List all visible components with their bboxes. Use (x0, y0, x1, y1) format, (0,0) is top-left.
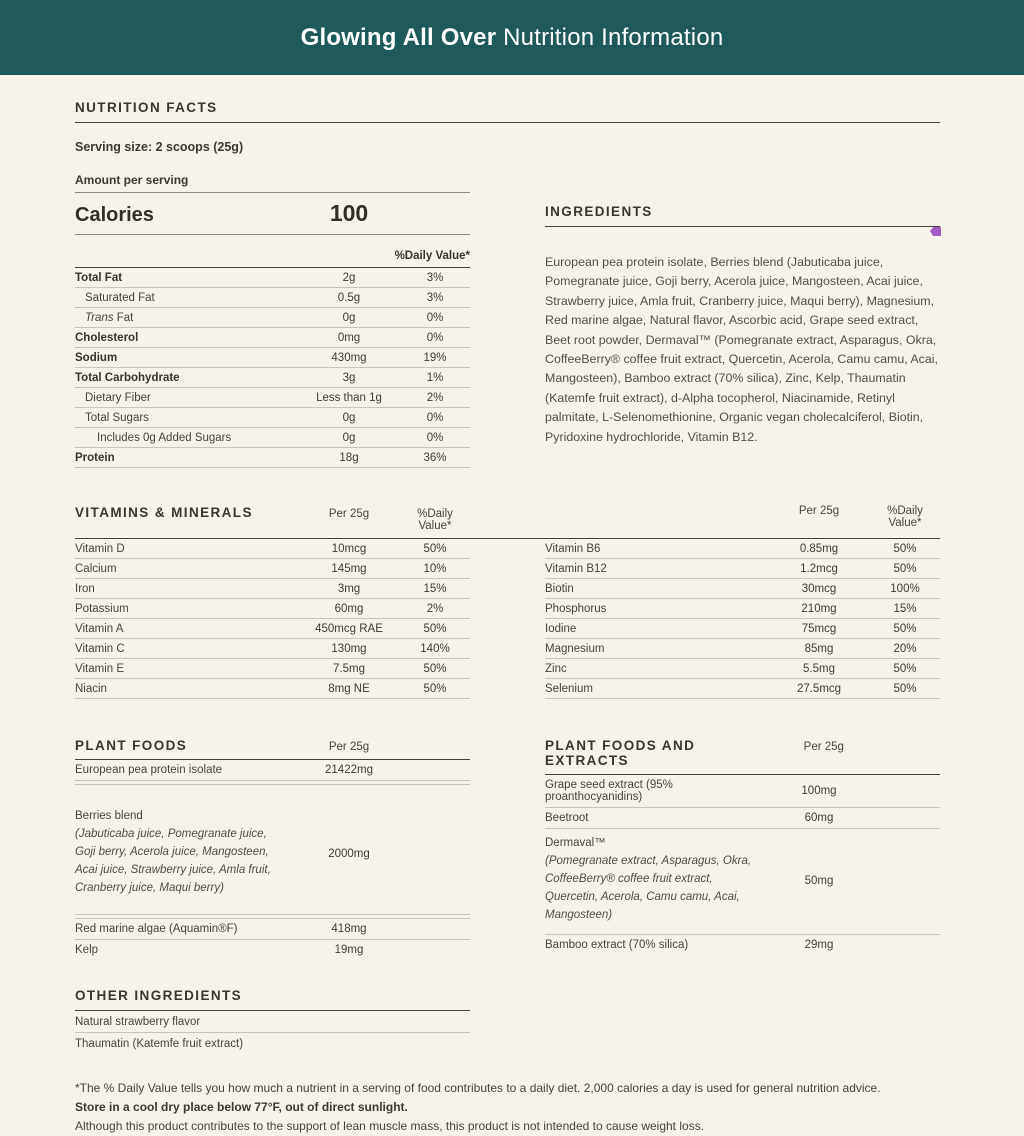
vitamin-label: Niacin (75, 682, 107, 695)
nutrient-label (75, 272, 298, 284)
plant-food-row (75, 784, 470, 915)
vitamin-row (75, 679, 470, 699)
vitamin-label: Vitamin B12 (545, 562, 607, 575)
nutrient-dv: 0% (426, 311, 444, 324)
nutrition-fact-row (75, 348, 470, 368)
vitamin-amount: 450mcg RAE (315, 622, 383, 635)
content-area (0, 75, 1024, 1136)
vitamin-amount: 1.2mcg (800, 562, 838, 575)
plant-extract-name-wrap (545, 812, 768, 824)
vitamin-dv: 20% (893, 642, 917, 655)
vitamin-label: Selenium (545, 682, 593, 695)
ingredients-rule (545, 226, 940, 227)
vitamin-row (75, 559, 470, 579)
vitamin-dv: 50% (893, 542, 917, 555)
nutrient-label-text: Total Sugars (85, 411, 149, 424)
vitamin-amount: 7.5mg (333, 662, 365, 675)
vitamin-label: Magnesium (545, 642, 605, 655)
nutrition-fact-row (75, 368, 470, 388)
vitamin-row (545, 579, 940, 599)
nutrient-amount: 0g (342, 431, 356, 444)
nutrient-label (75, 332, 298, 344)
top-columns (75, 173, 940, 468)
plant-food-row (75, 918, 470, 940)
plant-extract-row (545, 775, 940, 808)
vitamin-amount: 210mg (801, 602, 837, 615)
plant-foods-section (75, 738, 470, 960)
vitamins-table-right (545, 539, 940, 699)
vitamin-amount: 27.5mcg (796, 682, 842, 695)
plant-extracts-header (545, 738, 940, 768)
plant-food-name-wrap (75, 810, 298, 897)
vitamin-label: Iodine (545, 622, 577, 635)
amount-per-serving-label: Amount per serving (75, 173, 189, 187)
vitamin-dv: 50% (893, 662, 917, 675)
per-25g-header-right: Per 25g (798, 505, 840, 517)
plant-extract-name: Beetroot (545, 812, 589, 824)
vitamin-dv: 15% (893, 602, 917, 615)
vitamin-dv: 15% (423, 582, 447, 595)
vitamin-label: Vitamin C (75, 642, 125, 655)
vitamin-row (545, 639, 940, 659)
vitamin-amount: 8mg NE (328, 682, 370, 695)
plant-extract-components: (Pomegranate extract, Asparagus, Okra, CoffeeBerry® coffee fruit extract, Quercetin, Acerola, Camu camu, Acai, Mangosteen) (545, 855, 752, 921)
nutrient-amount: 18g (339, 451, 359, 464)
page-subtitle: Nutrition Information (496, 23, 724, 51)
nutrient-dv: 0% (426, 431, 444, 444)
plant-foods-per-25g: Per 25g (328, 741, 370, 753)
nutrition-facts-title: NUTRITION FACTS (75, 100, 218, 115)
plant-extracts-per-25g: Per 25g (803, 741, 844, 753)
vitamin-label: Phosphorus (545, 602, 607, 615)
calories-value: 100 (329, 200, 369, 226)
page-title (301, 24, 724, 52)
vitamin-row (545, 619, 940, 639)
plant-extract-row (545, 808, 940, 829)
dv-header-left: %Daily Value* (417, 508, 453, 532)
nutrition-fact-row (75, 268, 470, 288)
plant-food-name-wrap (75, 764, 298, 776)
vitamin-row (75, 639, 470, 659)
vitamins-table-left (75, 539, 470, 699)
vitamins-header-right (545, 505, 940, 532)
nutrition-fact-row (75, 448, 470, 468)
vitamin-label: Iron (75, 582, 95, 595)
nutrition-fact-row (75, 288, 470, 308)
vitamin-dv: 100% (890, 582, 920, 595)
vitamin-dv: 10% (423, 562, 447, 575)
annotation-marker-icon (930, 227, 941, 236)
plant-extract-amount: 60mg (804, 812, 834, 824)
nutrient-amount: 3g (342, 371, 356, 384)
vitamins-minerals-section (75, 505, 940, 699)
disclaimer-text: Although this product contributes to the support of lean muscle mass, this product is not intended to cause weight loss. (75, 1119, 705, 1133)
vitamin-row (75, 539, 470, 559)
other-ingredients-title: OTHER INGREDIENTS (75, 988, 243, 1003)
vitamin-label: Vitamin A (75, 622, 124, 635)
plant-food-row (75, 940, 470, 960)
nutrient-label-text: Cholesterol (75, 331, 139, 344)
nutrition-facts-rule (75, 122, 940, 123)
nutrient-label (75, 432, 298, 444)
nutrient-label-text: Includes 0g Added Sugars (97, 431, 232, 444)
vitamin-amount: 75mcg (801, 622, 837, 635)
plant-foods-columns (75, 738, 940, 960)
page-banner (0, 0, 1024, 75)
nutrient-label-text: Sodium (75, 351, 118, 364)
nutrient-label-text: Protein (75, 451, 115, 464)
plant-food-components: (Jabuticaba juice, Pomegranate juice, Goji berry, Acerola juice, Mangosteen, Acai juice, Strawberry juice, Amla fruit, Cranberry juice, Maqui berry) (75, 828, 271, 894)
ingredients-section (545, 173, 940, 468)
amount-rule (75, 192, 470, 193)
brand-name: Glowing All Over (300, 23, 497, 51)
nutrient-dv: 3% (426, 271, 444, 284)
nutrient-label (75, 352, 298, 364)
vitamin-label: Vitamin E (75, 662, 125, 675)
vitamin-amount: 60mg (334, 602, 364, 615)
plant-food-amount: 418mg (331, 923, 367, 935)
plant-food-name-wrap (75, 923, 298, 935)
vitamin-dv: 50% (423, 682, 447, 695)
nutrient-label-text: Fat (113, 311, 134, 324)
serving-size: Serving size: 2 scoops (25g) (75, 140, 244, 154)
daily-value-header: %Daily Value* (394, 250, 470, 262)
vitamin-amount: 10mcg (331, 542, 367, 555)
plant-food-amount: 2000mg (328, 847, 370, 860)
nutrient-amount: Less than 1g (316, 391, 382, 404)
vitamin-amount: 30mcg (801, 582, 837, 595)
other-ingredients-rule (75, 1010, 470, 1011)
plant-extract-row (545, 935, 940, 955)
vitamin-row (75, 659, 470, 679)
nutrition-facts-section (75, 100, 940, 154)
nutrient-label-text: Total Carbohydrate (75, 371, 180, 384)
vitamins-tables (75, 539, 940, 699)
plant-food-name: Red marine algae (Aquamin®F) (75, 923, 238, 935)
plant-extract-name-wrap (545, 837, 768, 924)
vitamin-row (75, 579, 470, 599)
vitamins-title: VITAMINS & MINERALS (75, 505, 253, 520)
plant-extract-amount: 50mg (804, 874, 834, 887)
vitamin-dv: 50% (893, 622, 917, 635)
nutrient-amount: 0g (342, 411, 356, 424)
nutrition-fact-row (75, 408, 470, 428)
vitamin-row (545, 559, 940, 579)
plant-food-amount: 19mg (334, 944, 364, 956)
plant-foods-header (75, 738, 470, 753)
nutrient-label (75, 292, 298, 304)
nutrient-label (75, 452, 298, 464)
plant-food-name: European pea protein isolate (75, 764, 223, 776)
nutrient-dv: 36% (423, 451, 447, 464)
vitamin-label: Vitamin B6 (545, 542, 601, 555)
nutrition-fact-row (75, 308, 470, 328)
other-ingredient-row: Thaumatin (Katemfe fruit extract) (75, 1037, 244, 1050)
nutrient-dv: 3% (426, 291, 444, 304)
vitamin-label: Calcium (75, 562, 117, 575)
vitamins-header-left (75, 505, 470, 532)
vitamin-label: Potassium (75, 602, 129, 615)
nutrient-label (75, 372, 298, 384)
plant-extract-row (545, 829, 940, 935)
nutrient-dv: 2% (426, 391, 444, 404)
vitamin-dv: 140% (420, 642, 450, 655)
daily-value-footnote: *The % Daily Value tells you how much a nutrient in a serving of food contributes to a daily diet. 2,000 calories a day is used for general nutrition advice. (75, 1081, 881, 1095)
plant-extract-name: Grape seed extract (95% proanthocyanidins) (545, 779, 673, 803)
vitamin-label: Zinc (545, 662, 567, 675)
nutrient-dv: 1% (426, 371, 444, 384)
calories-rule (75, 234, 470, 235)
vitamin-row (545, 539, 940, 559)
plant-food-name-wrap (75, 944, 298, 956)
plant-extract-amount: 100mg (801, 785, 837, 797)
plant-extracts-title: PLANT FOODS AND EXTRACTS (545, 738, 696, 768)
vitamin-dv: 50% (893, 562, 917, 575)
vitamin-dv: 50% (893, 682, 917, 695)
nutrient-amount: 2g (342, 271, 356, 284)
nutrient-label-text: Total Fat (75, 271, 123, 284)
plant-food-amount: 21422mg (325, 764, 373, 776)
nutrient-dv: 0% (426, 411, 444, 424)
dv-header-right: %Daily Value* (887, 505, 923, 529)
plant-extract-name-wrap (545, 939, 768, 951)
nutrient-label-text: Dietary Fiber (85, 391, 151, 404)
storage-instructions: Store in a cool dry place below 77°F, out of direct sunlight. (75, 1100, 408, 1114)
plant-food-row (75, 760, 470, 781)
nutrient-label (75, 392, 298, 404)
ingredients-title: INGREDIENTS (545, 204, 653, 219)
vitamin-row (75, 619, 470, 639)
calories-label: Calories (75, 204, 154, 226)
vitamin-amount: 85mg (804, 642, 834, 655)
other-ingredients-section (75, 988, 470, 1054)
plant-extract-name: Dermaval™ (545, 837, 606, 849)
nutrient-label-text: Saturated Fat (85, 291, 155, 304)
other-ingredient-row: Natural strawberry flavor (75, 1011, 470, 1033)
vitamin-row (545, 679, 940, 699)
vitamin-amount: 0.85mg (799, 542, 839, 555)
ingredients-text: European pea protein isolate, Berries blend (Jabuticaba juice, Pomegranate juice, Goji berry, Acerola juice, Mangosteen, Acai juice, Strawberry juice, Amla fruit, Cranberry juice, Maqui berry), Magnesium, Red marine algae, Natural flavor, Ascorbic acid, Grape seed extract, Beet root powder, Dermaval™ (Pomegranate extract, Asparagus, Okra, CoffeeBerry® coffee fruit extract, Quercetin, Acerola, Camu camu, Acai, Mangosteen), Bamboo extract (70% silica), Zinc, Kelp, Thaumatin (Katemfe fruit extract), d-Alpha tocopherol, Niacinamide, Retinyl palmitate, L-Selenomethionine, Organic vegan cholecalciferol, Biotin, Pyridoxine hydrochloride, Vitamin B12. (545, 255, 938, 444)
vitamin-amount: 145mg (331, 562, 367, 575)
plant-food-name: Kelp (75, 944, 99, 956)
vitamin-amount: 5.5mg (803, 662, 835, 675)
nutrient-amount: 0g (342, 311, 356, 324)
vitamin-row (545, 599, 940, 619)
vitamin-label: Biotin (545, 582, 574, 595)
nutrition-fact-row (75, 428, 470, 448)
per-25g-header-left: Per 25g (328, 508, 370, 520)
nutrition-facts-table (75, 173, 470, 468)
calories-row (75, 200, 470, 234)
plant-foods-title: PLANT FOODS (75, 738, 188, 753)
nutrient-amount: 430mg (331, 351, 367, 364)
vitamin-amount: 130mg (331, 642, 367, 655)
nutrient-label (75, 412, 298, 424)
vitamin-dv: 50% (423, 662, 447, 675)
plant-extract-name-wrap (545, 779, 768, 803)
plant-extract-amount: 29mg (804, 939, 834, 951)
footnotes-section (75, 1079, 940, 1136)
plant-food-name: Berries blend (75, 810, 143, 822)
nutrient-dv: 19% (423, 351, 447, 364)
plant-extract-name: Bamboo extract (70% silica) (545, 939, 689, 951)
nutrient-dv: 0% (426, 331, 444, 344)
vitamin-amount: 3mg (337, 582, 361, 595)
nutrition-fact-row (75, 328, 470, 348)
vitamin-row (75, 599, 470, 619)
nutrient-amount: 0mg (337, 331, 361, 344)
vitamin-dv: 50% (423, 622, 447, 635)
nutrient-label (75, 312, 298, 324)
vitamins-header-row (75, 505, 940, 538)
vitamin-dv: 2% (426, 602, 444, 615)
vitamin-dv: 50% (423, 542, 447, 555)
nutrient-amount: 0.5g (337, 291, 361, 304)
nutrition-fact-row (75, 388, 470, 408)
vitamin-label: Vitamin D (75, 542, 125, 555)
nutrient-label-italic: Trans (85, 311, 114, 324)
vitamin-row (545, 659, 940, 679)
plant-extracts-section (545, 738, 940, 960)
